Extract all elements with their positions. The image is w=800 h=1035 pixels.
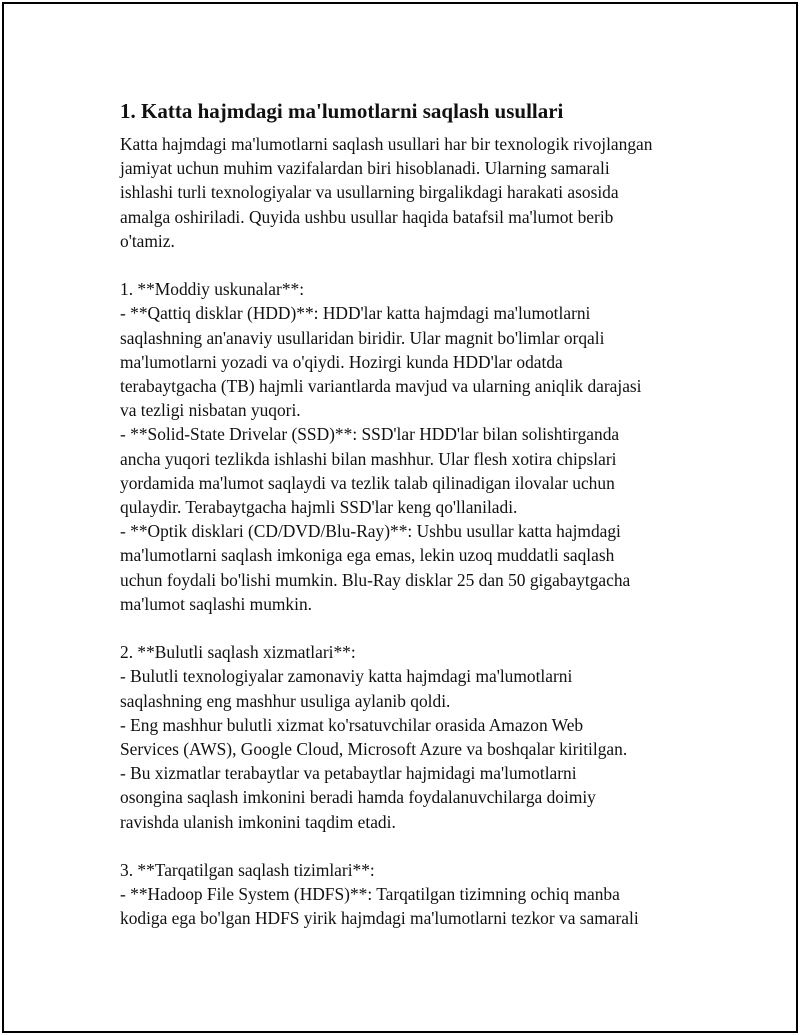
intro-paragraph: Katta hajmdagi ma'lumotlarni saqlash usullari har bir texnologik rivojlangan jamiyat uchun muhim vazifalardan biri hisoblanadi. Ularning samarali ishlashi turli texnologiyalar va usullarning birgalikdagi harakati asosida amalga oshiriladi. Quyida ushbu usullar haqida batafsil ma'lumot berib o'tamiz. — [120, 134, 653, 251]
list-item: - Bu xizmatlar terabaytlar va petabaytlar hajmidagi ma'lumotlarni osongina saqlash imkonini beradi hamda foydalanuvchilarga doimiy ravishda ulanish imkonini taqdim etadi. — [120, 763, 596, 832]
list-item: - Bulutli texnologiyalar zamonaviy katta hajmdagi ma'lumotlarni saqlashning eng mashhur usuliga aylanib qoldi. — [120, 666, 573, 711]
document-body — [120, 98, 690, 931]
section-title: 3. **Tarqatilgan saqlash tizimlari**: — [120, 860, 375, 881]
paragraph-gap — [120, 616, 690, 640]
list-item: - **Qattiq disklar (HDD)**: HDD'lar katta hajmdagi ma'lumotlarni saqlashning an'anaviy usullaridan biridir. Ular magnit bo'limlar orqali ma'lumotlarni yozadi va o'qiydi. Hozirgi kunda HDD'lar odatda terabaytgacha (TB) hajmli variantlarda mavjud va ularning aniqlik darajasi va tezligi nisbatan yuqori. — [120, 303, 642, 421]
paragraph-gap — [120, 253, 690, 277]
list-item: - **Hadoop File System (HDFS)**: Tarqatilgan tizimning ochiq manba kodiga ega bo'lgan HDFS yirik hajmdagi ma'lumotlarni tezkor va samarali — [120, 884, 639, 929]
page-frame — [2, 2, 798, 1033]
section-title: 1. **Moddiy uskunalar**: — [120, 279, 305, 300]
list-item: - Eng mashhur bulutli xizmat ko'rsatuvchilar orasida Amazon Web Services (AWS), Google Cloud, Microsoft Azure va boshqalar kiritilgan. — [120, 714, 628, 760]
section-bulutli-saqlash — [120, 640, 690, 834]
section-title: 2. **Bulutli saqlash xizmatlari**: — [120, 642, 356, 663]
paragraph-gap — [120, 834, 690, 858]
section-tarqatilgan-saqlash — [120, 858, 690, 931]
list-item: - **Optik disklari (CD/DVD/Blu-Ray)**: Ushbu usullar katta hajmdagi ma'lumotlarni saqlash imkoniga ega emas, lekin uzoq muddatli saqlash uchun foydali bo'lishi mumkin. Blu-Ray disklar 25 dan 50 gigabaytgacha ma'lumot saqlashi mumkin. — [120, 521, 631, 614]
section-moddiy-uskunalar — [120, 277, 690, 616]
list-item: - **Solid-State Drivelar (SSD)**: SSD'lar HDD'lar bilan solishtirganda ancha yuqori tezlikda ishlashi bilan mashhur. Ular flesh xotira chipslari yordamida ma'lumot saqlaydi va tezlik talab qilinadigan ilovalar uchun qulaydir. Terabaytgacha hajmli SSD'lar keng qo'llaniladi. — [120, 424, 620, 518]
document-heading: 1. Katta hajmdagi ma'lumotlarni saqlash usullari — [120, 99, 564, 123]
